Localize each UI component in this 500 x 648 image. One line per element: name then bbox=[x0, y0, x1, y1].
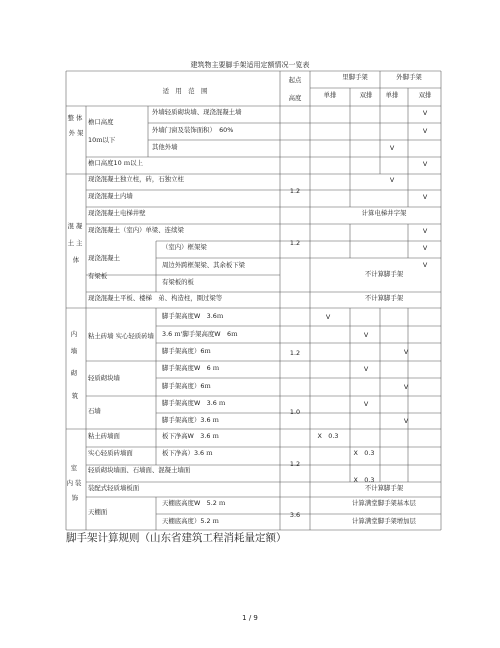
sub-ceiling: 天棚面 bbox=[88, 508, 108, 516]
group-concrete: 混 凝 土 主 体 bbox=[67, 222, 83, 264]
sub-assembled-face: 装配式轻质墙板面 bbox=[88, 484, 140, 492]
check-mark: V bbox=[422, 261, 428, 269]
cond-st-h2: 脚手架高度）3.6 ｍ bbox=[162, 416, 219, 424]
check-mark: V bbox=[403, 417, 409, 425]
span-slab: 不计算脚手架 bbox=[364, 270, 404, 278]
check-mark: V bbox=[389, 144, 395, 152]
sub-flat-slab: 现浇混凝土平板、楼梯 弟、构造柱，圈过梁等 bbox=[88, 294, 223, 302]
sub-brick-light: 粘土砖墙 实心轻质砖墙 bbox=[88, 332, 154, 340]
sub-slab-beam: 现浇混凝土 有梁板 bbox=[88, 254, 120, 280]
header-outer: 外脚手架 bbox=[396, 73, 422, 81]
cond-slab-board: 有梁板的板 bbox=[162, 278, 194, 286]
start-height-masonry-2: 1.0 bbox=[289, 408, 301, 416]
cond-outer-light: 外墙轻质砌块墙、现浇混凝土墙 bbox=[152, 108, 242, 116]
header-outer-single: 单排 bbox=[385, 91, 399, 99]
start-height-concrete-2: 1.2 bbox=[289, 239, 301, 247]
factor-brick-single: X 0.3 bbox=[317, 432, 339, 440]
header-inner-double: 双排 bbox=[359, 91, 373, 99]
cond-lb-h1: 脚手架高度W 6 ｍ bbox=[162, 364, 220, 372]
check-mark: V bbox=[363, 400, 369, 408]
sub-eaves-le10: 檐口高度 10ｍ以下 bbox=[88, 118, 116, 144]
sub-inner-wall: 现浇混凝土内墙 bbox=[88, 192, 133, 200]
check-mark: V bbox=[422, 109, 428, 117]
cond-bm-h3: 脚手架高度）6ｍ bbox=[162, 347, 211, 355]
sub-eaves-gt10: 檐口高度10 ｍ以上 bbox=[88, 159, 143, 167]
cond-bm-h2: 3.6 ｍ'脚手架高度W 6ｍ bbox=[162, 330, 238, 338]
span-ceil-1: 计算满堂脚手架基本层 bbox=[352, 499, 416, 507]
check-mark: V bbox=[422, 160, 428, 168]
start-height-masonry-1: 1.2 bbox=[289, 349, 301, 357]
cond-ceil-c2: 天棚底高度）5.2 ｍ bbox=[162, 517, 219, 525]
span-elevator: 计算电梯井字架 bbox=[361, 209, 407, 217]
check-mark: V bbox=[422, 244, 428, 252]
footer-heading: 脚手架计算规则（山东省建筑工程消耗量定额） bbox=[66, 532, 287, 544]
start-height-concrete-1: 1.2 bbox=[289, 187, 301, 195]
check-mark: V bbox=[403, 348, 409, 356]
group-finish: 室 内 装 饰 bbox=[66, 464, 82, 502]
check-mark: V bbox=[325, 313, 331, 321]
cond-outer-door: 外墙门窗及装饰面积） 60% bbox=[152, 126, 234, 134]
sub-col-brick: 现浇混凝土独立柱，砖，石独立柱 bbox=[88, 175, 184, 183]
sub-solid-light-wall-face: 实心轻质砖墙面 bbox=[88, 449, 133, 457]
check-mark: V bbox=[403, 383, 409, 391]
page-number: 1 / 9 bbox=[242, 614, 258, 622]
cond-bm-h1: 脚手架高度W 3.6ｍ bbox=[162, 312, 224, 320]
cond-outer-other: 其他外墙 bbox=[152, 143, 178, 151]
header-outer-double: 双排 bbox=[418, 91, 432, 99]
sub-elevator: 现浇混凝土电梯井壁 bbox=[88, 209, 146, 217]
check-mark: V bbox=[422, 127, 428, 135]
check-mark: V bbox=[422, 227, 428, 235]
header-inner: 里脚手架 bbox=[342, 73, 368, 81]
sub-light-block: 轻质砌块墙 bbox=[88, 374, 120, 382]
check-mark: V bbox=[363, 331, 369, 339]
start-height-finish: 1.2 bbox=[289, 460, 301, 468]
group-whole: 整 体 外 架 bbox=[67, 114, 84, 137]
span-assembled: 不计算脚手架 bbox=[364, 484, 404, 492]
sub-light-block-face: 轻质砌块墙面、石墙面、混凝土墙面 bbox=[88, 466, 191, 474]
check-mark: V bbox=[363, 365, 369, 373]
header-scope: 适 用 范 围 bbox=[162, 87, 208, 95]
header-height: 高度 bbox=[288, 94, 302, 102]
cond-edge-beam: 周边外跨框架梁、其余板下梁 bbox=[162, 261, 246, 269]
cond-fin-c2: 板下净高）3.6 ｍ bbox=[162, 449, 213, 457]
span-flat: 不计算脚手架 bbox=[364, 294, 404, 302]
span-ceil-2: 计算满堂脚手架增加层 bbox=[352, 517, 416, 525]
check-mark: V bbox=[422, 193, 428, 201]
header-inner-single: 单排 bbox=[323, 91, 337, 99]
cond-lb-h2: 脚手架高度）6ｍ bbox=[162, 382, 211, 390]
cond-frame-beam: （室内）框架梁 bbox=[162, 243, 207, 251]
group-masonry: 内 墙 砌 筑 bbox=[70, 330, 79, 400]
document-title: 建筑物主要脚手架适用定额情况一览表 bbox=[190, 61, 310, 69]
cond-st-h1: 脚手架高度W 3.6 ｍ bbox=[162, 399, 226, 407]
cond-fin-c1: 板下净高W 3.6 ｍ bbox=[162, 432, 219, 440]
factor-solid-double: X 0.3 bbox=[353, 449, 375, 457]
header-start: 起点 bbox=[288, 76, 302, 84]
cond-ceil-c1: 天棚底高度W 5.2 ｍ bbox=[162, 499, 226, 507]
sub-single-beam: 现浇混凝土（室内）单梁、连续梁 bbox=[88, 226, 184, 234]
sub-brick-wall-face: 粘土砖墙面 bbox=[88, 432, 120, 440]
factor-block-double: X 0.3 bbox=[353, 476, 375, 484]
sub-stone: 石墙 bbox=[88, 407, 101, 415]
start-height-ceiling: 3.6 bbox=[289, 511, 301, 519]
check-mark: V bbox=[389, 176, 395, 184]
